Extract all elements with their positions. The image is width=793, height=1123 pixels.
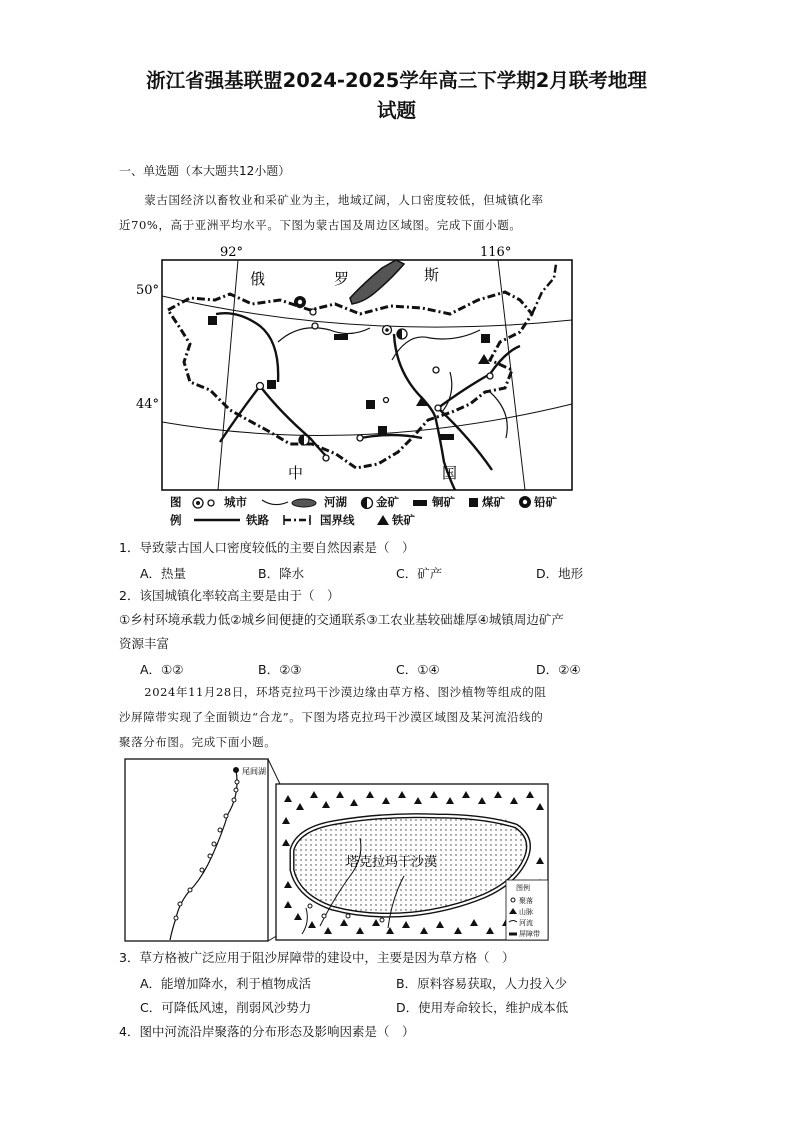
lat-44-label: 44° [136,397,160,412]
settlement-marker [200,868,204,872]
legend-head-top: 图 [170,495,182,509]
settlement-marker [208,854,212,858]
question-3-stem: 3．草方格被广泛应用于阻沙屏障带的建设中，主要是因为草方格（ ） [119,950,515,965]
china-label-1: 中 [288,464,304,482]
legend-gold: 金矿 [376,495,399,509]
city-marker [487,373,493,379]
q2-option-c[interactable]: C．①④ [396,662,440,677]
city-marker [435,405,441,411]
river-panel [125,759,268,941]
passage-2-line-3: 聚落分布图。完成下面小题。 [119,735,277,749]
capital-marker-dot [385,328,389,332]
terminal-lake-label: 尾闾湖 [242,767,266,776]
lead-mine-marker [294,296,306,308]
passage-1 [119,188,672,238]
coal-mine-marker [267,380,276,389]
city-marker [384,398,389,403]
iron-legend-icon [376,514,390,526]
desert-label: 塔克拉玛干沙漠 [346,855,438,870]
section-heading: 一、单选题（本大题共12小题） [119,164,291,178]
settlement-marker [188,888,192,892]
mongolia-map [136,242,575,494]
settlement-marker [346,914,350,918]
q3-option-d[interactable]: D．使用寿命较长，维护成本低 [396,1000,569,1015]
settlement-marker [235,780,239,784]
passage-2-line-1: 2024年11月28日，环塔克拉玛干沙漠边缘由草方格、图沙植物等组成的阻 [144,685,547,699]
map2-legend-barrier: 屏障带 [519,930,540,938]
question-1-stem: 1．导致蒙古国人口密度较低的主要自然因素是（ ） [119,540,415,555]
coal-mine-marker [366,400,375,409]
settlement-marker [232,798,236,802]
question-2-stem [119,584,679,656]
q1-option-d[interactable]: D．地形 [536,566,584,581]
city-marker [433,367,439,373]
legend-lead: 铅矿 [534,495,557,509]
q1-option-c[interactable]: C．矿产 [396,566,443,581]
gold-mine-marker [299,435,309,445]
legend-rail: 铁路 [246,513,269,527]
lat-50-label: 50° [136,283,160,298]
page-title [100,66,693,126]
q2-option-d[interactable]: D．②④ [536,662,581,677]
russia-label-3: 斯 [424,266,440,284]
china-label-2: 国 [442,464,458,482]
city-marker [310,309,316,315]
city-legend-icon [192,496,220,510]
q3-option-a[interactable]: A．能增加降水，利于植物成活 [140,976,312,991]
lead-legend-icon [518,495,532,509]
settlement-marker [178,902,182,906]
settlement-marker [308,904,312,908]
taklamakan-map [124,758,550,942]
settlement-marker [218,828,222,832]
settlement-marker [174,916,178,920]
title-line-2: 试题 [376,99,416,122]
coal-mine-marker [378,426,387,435]
map2-legend-river: 河流 [519,919,533,927]
city-marker [323,455,329,461]
coal-mine-marker [208,316,217,325]
title-line-1: 浙江省强基联盟2024-2025学年高三下学期2月联考地理 [146,69,647,92]
legend-river: 河湖 [324,495,347,509]
russia-label-2: 罗 [334,270,350,288]
settlement-marker [322,914,326,918]
settlement-legend-icon [511,898,515,902]
settlement-marker [234,788,238,792]
gold-mine-marker [397,329,407,339]
gold-legend-icon [360,496,374,510]
passage-1-line-2: 近70%，高于亚洲平均水平。下图为蒙古国及周边区域图。完成下面小题。 [119,218,522,232]
city-marker [257,383,264,390]
city-marker [312,323,318,329]
legend-iron: 铁矿 [392,513,415,527]
map2-legend-settlement: 聚落 [519,897,533,905]
russia-label-1: 俄 [250,270,266,288]
zoom-connector [268,759,280,784]
passage-2 [119,680,672,755]
passage-2-line-2: 沙屏障带实现了全面锁边“合龙”。下图为塔克拉玛干沙漠区域图及某河流沿线的 [119,710,544,724]
settlement-marker [380,918,384,922]
terminal-lake-marker [233,767,239,773]
lon-116-label: 116° [480,245,512,260]
settlement-marker [212,842,216,846]
q1-option-b[interactable]: B．降水 [258,566,305,581]
passage-1-line-1: 蒙古国经济以畜牧业和采矿业为主，地域辽阔，人口密度较低，但城镇化率 [144,193,544,207]
rail-legend-icon [192,514,242,526]
question-4-stem: 4．图中河流沿岸聚落的分布形态及影响因素是（ ） [119,1024,415,1039]
copper-legend-icon [412,498,428,508]
question-2-line-1: 2．该国城镇化率较高主要是由于（ ） [119,588,340,603]
city-marker [357,435,363,441]
q2-option-a[interactable]: A．①② [140,662,184,677]
legend-head-bottom: 例 [170,513,182,527]
legend-city: 城市 [224,495,247,509]
question-2-line-3: 资源丰富 [119,636,170,651]
map2-legend-mountain: 山脉 [519,908,533,916]
river-legend-icon [260,496,318,510]
copper-mine-marker [440,434,454,440]
q2-option-b[interactable]: B．②③ [258,662,302,677]
q3-option-c[interactable]: C．可降低风速，削弱风沙势力 [140,1000,312,1015]
legend-coal: 煤矿 [482,495,505,509]
map2-legend-head: 图例 [516,884,530,892]
q1-option-a[interactable]: A．热量 [140,566,187,581]
coal-mine-marker [481,334,490,343]
legend-border: 国界线 [320,513,355,527]
copper-mine-marker [334,334,348,340]
coal-legend-icon [468,497,480,509]
q3-option-b[interactable]: B．原料容易获取，人力投入少 [396,976,568,991]
lon-92-label: 92° [220,245,244,260]
legend-copper: 铜矿 [432,495,455,509]
settlement-marker [224,814,228,818]
border-legend-icon [282,514,312,526]
question-2-line-2: ①乡村环境承载力低②城乡间便捷的交通联系③工农业基较础雄厚④城镇周边矿产 [119,612,564,627]
